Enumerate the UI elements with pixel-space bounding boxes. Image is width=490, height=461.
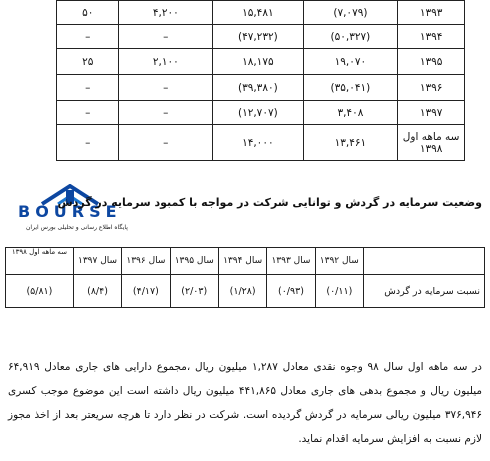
table-cell: – <box>119 101 213 125</box>
table-cell: (۰/۱۱) <box>315 275 363 308</box>
table-cell: ۱۴,۰۰۰ <box>213 125 303 161</box>
column-header: سال ۱۳۹۶ <box>122 248 170 275</box>
table-cell: (۷,۰۷۹) <box>303 1 398 25</box>
table-cell: ۵۰ <box>57 1 119 25</box>
table-cell: – <box>57 25 119 49</box>
column-header: سال ۱۳۹۵ <box>170 248 218 275</box>
column-header: سال ۱۳۹۷ <box>73 248 121 275</box>
table-cell: (۱۲,۷۰۷) <box>213 101 303 125</box>
table-cell: ۲۵ <box>57 49 119 75</box>
body-paragraph: در سه ماهه اول سال ۹۸ وجوه نقدی معادل ۱,۲۸۷ میلیون ریال ،مجموع دارایی های جاری معادل ۶۴,۹۱۹ میلیون ریال و مجموع بدهی های جاری معادل ۴۴۱,۸۶۵ میلیون ریال داشته است این موضوع موجب کسری ۳۷۶,۹۴۶ میلیون ریالی سرمایه در گردش گردیده است. شرکت در نظر دارد تا هرچه سریعتر بعد از اخذ مجوز لازم نسبت به افزایش سرمایه اقدام نماید. <box>8 360 482 445</box>
table-cell: ۱۳,۴۶۱ <box>303 125 398 161</box>
table-header-row <box>6 248 485 275</box>
year-cell: ۱۳۹۶ <box>398 75 465 101</box>
table-cell: ۲,۱۰۰ <box>119 49 213 75</box>
section-heading: وضعیت سرمایه در گردش و توانایی شرکت در مواجه با کمبود سرمایه در گردش <box>57 196 482 209</box>
logo-tagline: پایگاه اطلاع رسانی و تحلیلی بورس ایران <box>26 224 128 231</box>
table-cell: ۱۹,۰۷۰ <box>303 49 398 75</box>
column-header: سال ۱۳۹۳ <box>267 248 315 275</box>
table-cell: – <box>57 101 119 125</box>
table-row <box>57 101 465 125</box>
logo-wordmark: BOURSE <box>18 202 122 221</box>
table-row <box>57 25 465 49</box>
table-cell: (۴/۱۷) <box>122 275 170 308</box>
column-header: سه ماهه اول ۱۳۹۸ <box>6 248 74 275</box>
bourse-logo <box>0 184 162 236</box>
table-cell: (۱/۲۸) <box>218 275 266 308</box>
table-cell: ۳,۴۰۸ <box>303 101 398 125</box>
table-cell: (۳۹,۳۸۰) <box>213 75 303 101</box>
financial-table <box>56 0 465 161</box>
year-cell: سه ماهه اول ۱۳۹۸ <box>398 125 465 161</box>
table-cell: (۴۷,۲۳۲) <box>213 25 303 49</box>
table-cell: – <box>119 125 213 161</box>
year-cell: ۱۳۹۷ <box>398 101 465 125</box>
column-header: سال ۱۳۹۲ <box>315 248 363 275</box>
table-cell: (۰/۹۳) <box>267 275 315 308</box>
table-corner-cell <box>364 248 485 275</box>
table-cell: – <box>57 75 119 101</box>
column-header: سال ۱۳۹۴ <box>218 248 266 275</box>
table-row <box>57 1 465 25</box>
table-row <box>57 49 465 75</box>
table-cell: ۱۵,۴۸۱ <box>213 1 303 25</box>
table-cell: – <box>119 75 213 101</box>
year-cell: ۱۳۹۵ <box>398 49 465 75</box>
table-cell: – <box>57 125 119 161</box>
table-cell: – <box>119 25 213 49</box>
table-row <box>6 275 485 308</box>
row-label: نسبت سرمایه در گردش <box>364 275 485 308</box>
table-cell: (۸/۴) <box>73 275 121 308</box>
working-capital-ratio-table <box>5 247 485 308</box>
table-cell: (۵۰,۳۲۷) <box>303 25 398 49</box>
year-cell: ۱۳۹۴ <box>398 25 465 49</box>
table-cell: (۵/۸۱) <box>6 275 74 308</box>
table-cell: (۳۵,۰۴۱) <box>303 75 398 101</box>
table-cell: ۴,۲۰۰ <box>119 1 213 25</box>
table-cell: ۱۸,۱۷۵ <box>213 49 303 75</box>
table-row <box>57 75 465 101</box>
table-cell: (۲/۰۳) <box>170 275 218 308</box>
table-row <box>57 125 465 161</box>
year-cell: ۱۳۹۳ <box>398 1 465 25</box>
